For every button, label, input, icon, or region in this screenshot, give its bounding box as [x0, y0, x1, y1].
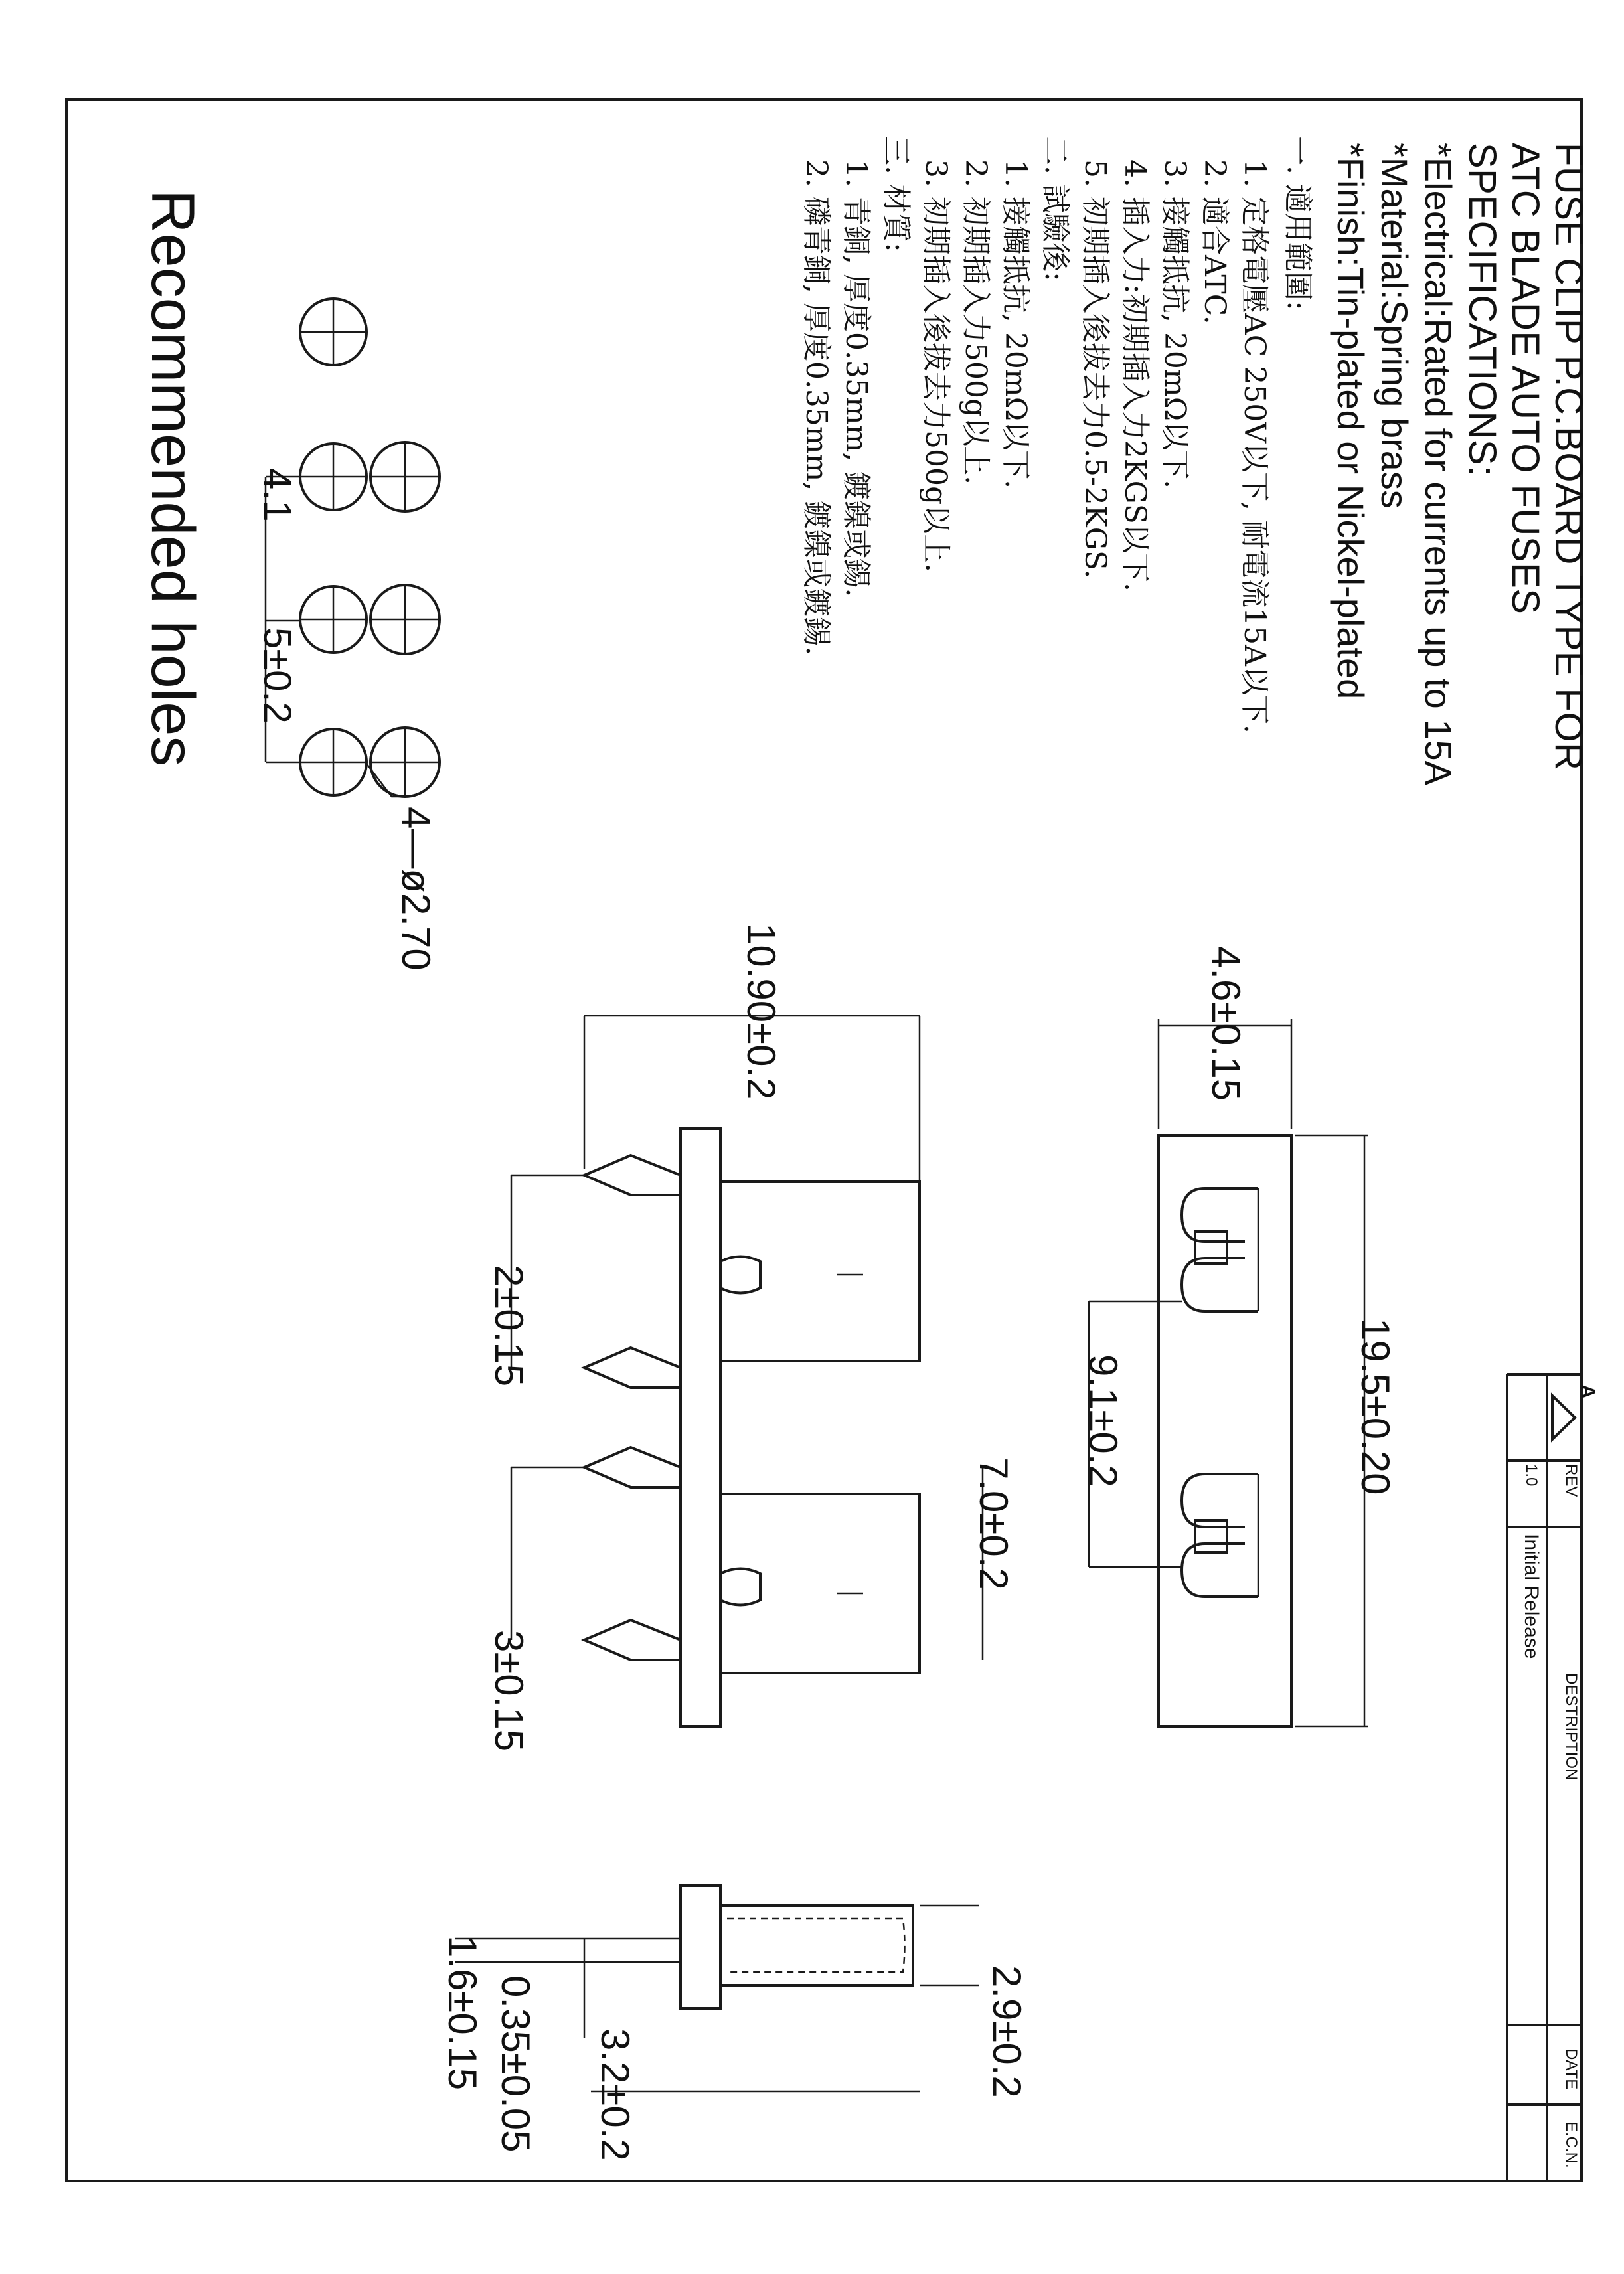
note-1-4: 4. 插入力:初期插入力2KGS以下.	[1118, 159, 1152, 592]
specifications-heading: SPECIFICATIONS:	[1461, 143, 1504, 477]
note-section-3: 三. 材質:	[879, 136, 913, 252]
dim-height: 10.90±0.2	[739, 923, 783, 1100]
date-header: DATE	[1562, 2048, 1580, 2090]
hole-pitch-b: 5±0.2	[256, 627, 299, 724]
dim-pin-a: 2±0.15	[487, 1265, 531, 1387]
dim-side-width: 3.2±0.2	[593, 2028, 637, 2161]
note-1-2: 2. 適合ATC.	[1198, 159, 1232, 325]
description-value: Initial Release	[1520, 1534, 1542, 1659]
revision-symbol: A	[1577, 1384, 1599, 1399]
dim-pin-length: 1.6±0.15	[440, 1935, 485, 2091]
rev-value: 1.0	[1522, 1464, 1540, 1487]
dim-width-top: 4.6±0.15	[1204, 946, 1248, 1101]
note-1-5: 5. 初期插入後拔去力0.5-2KGS.	[1078, 159, 1112, 579]
note-1-1: 1. 定格電壓AC 250V以下, 耐電流15A以下.	[1238, 159, 1271, 734]
title-line-1: FUSE CLIP P.C.BOARD TYPE FOR	[1547, 143, 1590, 771]
dim-thickness: 0.35±0.05	[493, 1975, 538, 2152]
title-line-2: ATC BLADE AUTO FUSES	[1504, 143, 1547, 615]
dim-pin-b: 3±0.15	[487, 1630, 531, 1752]
note-2-1: 1. 接觸抵抗, 20mΩ以下.	[999, 159, 1032, 489]
dim-clip-pitch: 9.1±0.2	[1081, 1354, 1125, 1487]
spec-finish: *Finish:Tin-plated or Nickel-plated	[1330, 143, 1372, 700]
hole-pitch-a: 4.1	[256, 468, 299, 522]
rev-header: REV	[1562, 1464, 1580, 1497]
description-header: DESTRIPTION	[1562, 1673, 1580, 1781]
dim-clip-span: 7.0±0.2	[971, 1457, 1016, 1590]
note-1-3: 3. 接觸抵抗, 20mΩ以下.	[1158, 159, 1192, 489]
recommended-holes-caption: Recommended holes	[139, 189, 206, 767]
note-section-1: 一. 適用範圍:	[1281, 136, 1315, 311]
spec-material: *Material:Spring brass	[1374, 143, 1416, 509]
note-3-1: 1. 青銅, 厚度0.35mm, 鍍鎳或錫.	[839, 159, 873, 598]
note-3-2: 2. 磷青銅, 厚度0.35mm, 鍍鎳或鍍錫.	[799, 159, 833, 656]
hole-callout: 4—ø2.70	[394, 807, 438, 971]
spec-electrical: *Electrical:Rated for currents up to 15A	[1418, 143, 1459, 786]
note-2-2: 2. 初期插入力500g以上.	[959, 159, 993, 485]
note-section-2: 二. 試驗後:	[1038, 136, 1072, 282]
dim-overall-length: 19.5±0.20	[1353, 1318, 1398, 1495]
note-2-3: 3. 初期插入後拔去力500g以上.	[919, 159, 953, 573]
ecn-header: E.C.N.	[1562, 2121, 1580, 2168]
dim-side-height: 2.9±0.2	[985, 1965, 1029, 2098]
